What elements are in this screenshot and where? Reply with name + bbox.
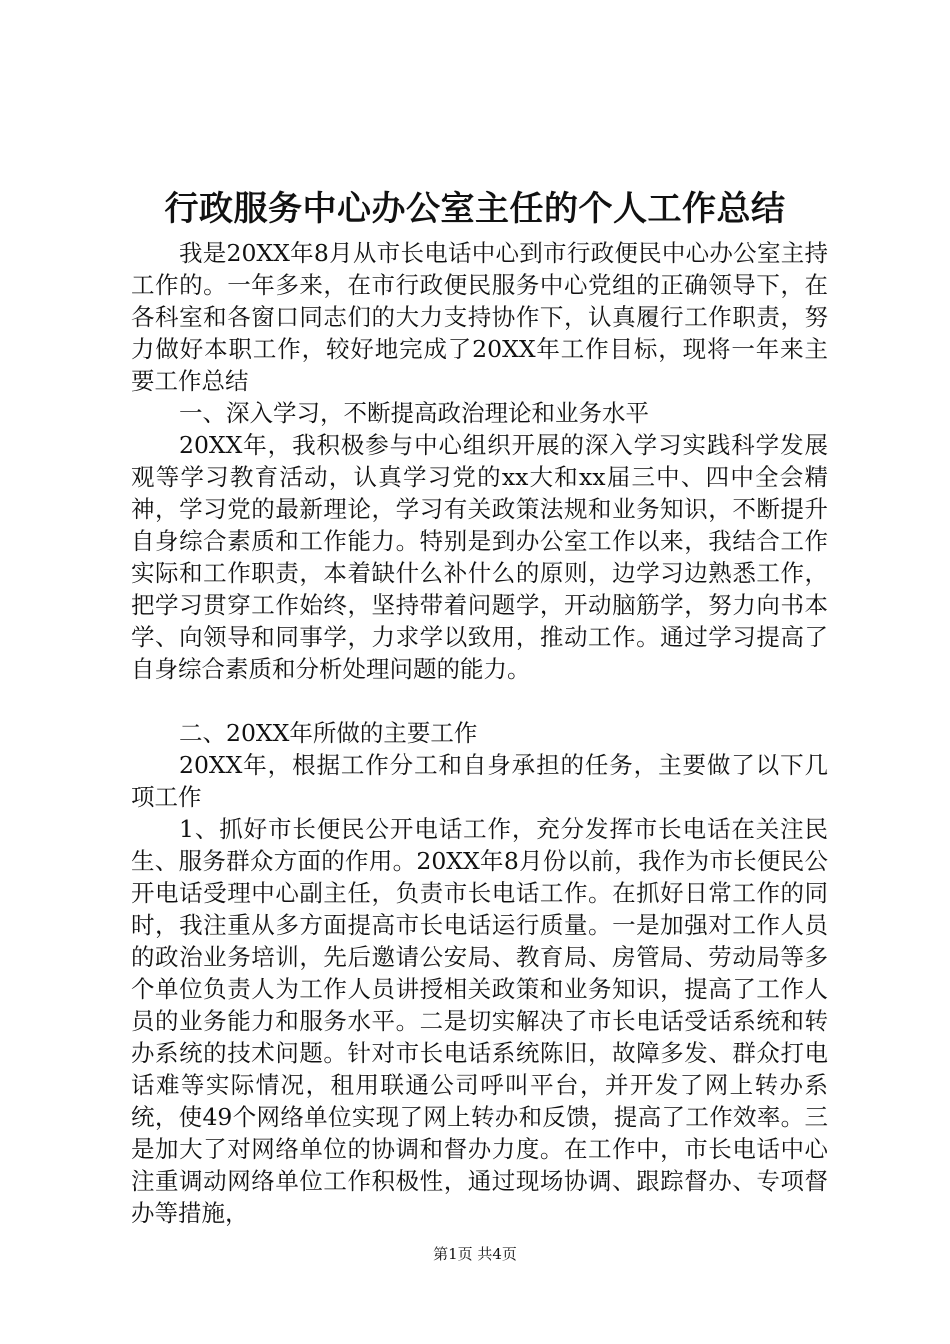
- section-heading-2: 二、20XX年所做的主要工作: [179, 719, 478, 747]
- document-body: [131, 237, 828, 1229]
- work-item-1-paragraph: 1、抓好市长便民公开电话工作，充分发挥市长电话在关注民生、服务群众方面的作用。20XX年8月份以前，我作为市长便民公开电话受理中心副主任，负责市长电话工作。在抓好日常工作的同时，我注重从多方面提高市长电话运行质量。一是加强对工作人员的政治业务培训，先后邀请公安局、教育局、房管局、劳动局等多个单位负责人为工作人员讲授相关政策和业务知识，提高了工作人员的业务能力和服务水平。二是切实解决了市长电话受话系统和转办系统的技术问题。针对市长电话系统陈旧，故障多发、群众打电话难等实际情况，租用联通公司呼叫平台，并开发了网上转办系统，使49个网络单位实现了网上转办和反馈，提高了工作效率。三是加大了对网络单位的协调和督办力度。在工作中，市长电话中心注重调动网络单位工作积极性，通过现场协调、跟踪督办、专项督办等措施，: [131, 815, 828, 1227]
- intro-paragraph: 我是20XX年8月从市长电话中心到市行政便民中心办公室主持工作的。一年多来，在市行政便民服务中心党组的正确领导下，在各科室和各窗口同志们的大力支持协作下，认真履行工作职责，努力做好本职工作，较好地完成了20XX年工作目标，现将一年来主要工作总结: [131, 239, 828, 395]
- blank-line: [131, 685, 828, 717]
- document-title: 行政服务中心办公室主任的个人工作总结: [164, 189, 786, 229]
- page-footer: 第1页 共4页: [433, 1245, 517, 1263]
- study-paragraph: 20XX年，我积极参与中心组织开展的深入学习实践科学发展观等学习教育活动，认真学习党的xx大和xx届三中、四中全会精神，学习党的最新理论，学习有关政策法规和业务知识，不断提升自身综合素质和工作能力。特别是到办公室工作以来，我结合工作实际和工作职责，本着缺什么补什么的原则，边学习边熟悉工作，把学习贯穿工作始终，坚持带着问题学，开动脑筋学，努力向书本学、向领导和同事学，力求学以致用，推动工作。通过学习提高了自身综合素质和分析处理问题的能力。: [131, 431, 828, 683]
- work-intro-paragraph: 20XX年，根据工作分工和自身承担的任务，主要做了以下几项工作: [131, 751, 828, 811]
- section-heading-1: 一、深入学习，不断提高政治理论和业务水平: [179, 399, 649, 427]
